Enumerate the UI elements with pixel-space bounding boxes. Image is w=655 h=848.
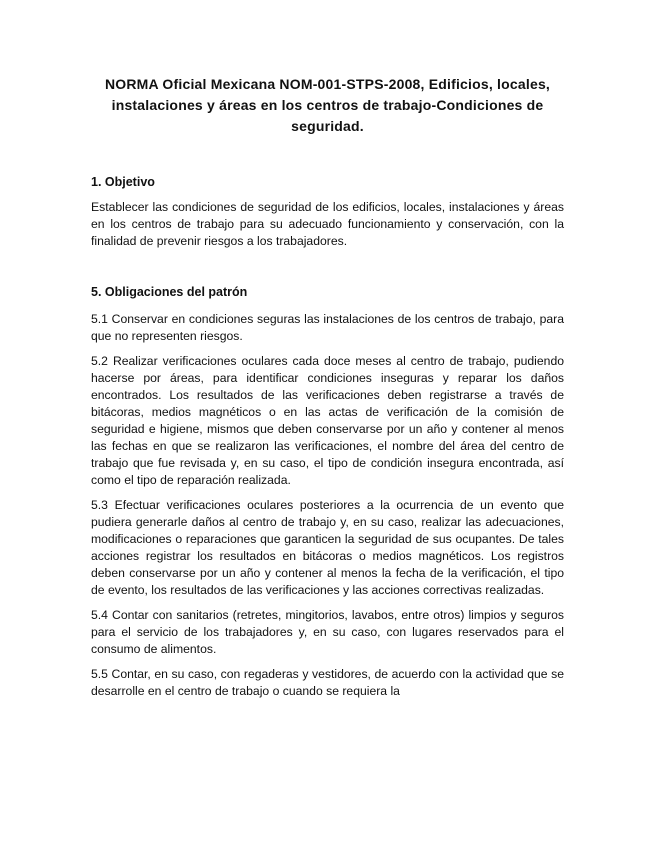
section-heading-objetivo: 1. Objetivo (91, 175, 155, 189)
section-heading-obligaciones: 5. Obligaciones del patrón (91, 285, 248, 299)
obligacion-5-2: 5.2 Realizar verificaciones oculares cada doce meses al centro de trabajo, pudiendo hacerse por áreas, para identificar condiciones inseguras y reparar los daños encontrados. Los resultados de las verificaciones deben registrarse a través de bitácoras, medios magnéticos o en las actas de verificación de la comisión de seguridad e higiene, mismos que deben conservarse por un año y contener al menos las fechas en que se realizaron las verificaciones, el nombre del área del centro de trabajo que fue revisada y, en su caso, el tipo de condición insegura encontrada, así como el tipo de reparación realizada. (91, 354, 564, 487)
document-title: NORMA Oficial Mexicana NOM-001-STPS-2008, Edificios, locales, instalaciones y áreas en los centros de trabajo-Condiciones de seguridad. (104, 76, 551, 134)
objetivo-paragraph: Establecer las condiciones de seguridad de los edificios, locales, instalaciones y áreas en los centros de trabajo para su adecuado funcionamiento y conservación, con la finalidad de prevenir riesgos a los trabajadores. (91, 200, 564, 248)
obligacion-5-5: 5.5 Contar, en su caso, con regaderas y vestidores, de acuerdo con la actividad que se desarrolle en el centro de trabajo o cuando se requiera la (91, 667, 564, 698)
obligacion-5-1: 5.1 Conservar en condiciones seguras las instalaciones de los centros de trabajo, para que no representen riesgos. (91, 312, 564, 343)
obligacion-5-3: 5.3 Efectuar verificaciones oculares posteriores a la ocurrencia de un evento que pudiera generarle daños al centro de trabajo y, en su caso, realizar las adecuaciones, modificaciones o reparaciones que garanticen la seguridad de sus ocupantes. De tales acciones registrar los resultados en bitácoras o medios magnéticos. Los registros deben conservarse por un año y contener al menos la fecha de la verificación, el tipo de evento, los resultados de las verificaciones y las acciones correctivas realizadas. (91, 498, 564, 597)
obligacion-5-4: 5.4 Contar con sanitarios (retretes, mingitorios, lavabos, entre otros) limpios y seguros para el servicio de los trabajadores y, en su caso, con lugares reservados para el consumo de alimentos. (91, 608, 564, 656)
